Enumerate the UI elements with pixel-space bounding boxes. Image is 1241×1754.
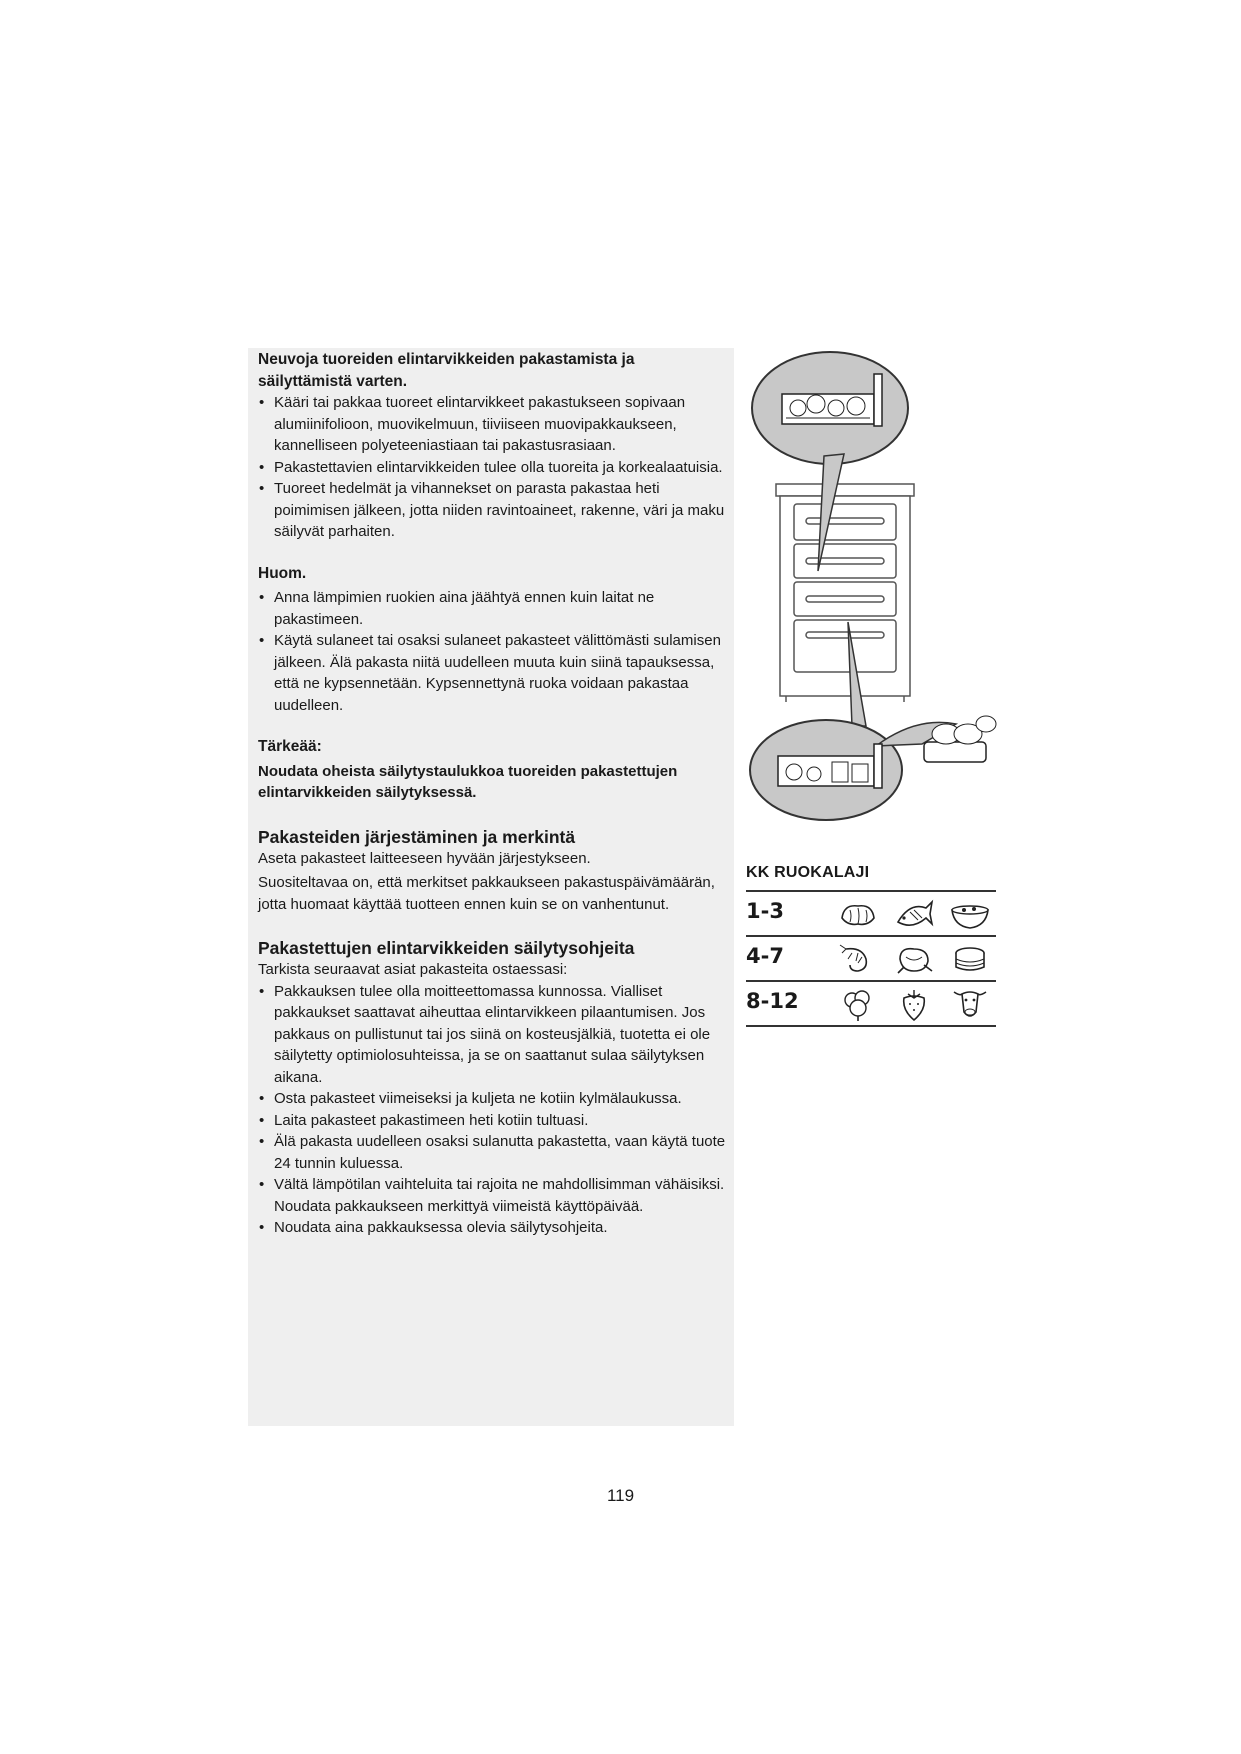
strawberry-icon <box>894 986 934 1022</box>
list-item: • Anna lämpimien ruokien aina jäähtyä ennen kuin laitat ne pakastimeen. <box>258 587 728 630</box>
list-item: • Pakkauksen tulee olla moitteettomassa kunnossa. Vialliset pakkaukset saattavat aiheuttaa elintarvikkeen pilaantumisen. Jos pakkaus on pullistunut tai jos siinä on kosteusjälkiä, tuotetta ei ole säilytetty optimiolosuhteissa, ja se on saattanut sulaa säilytyksen aikana. <box>258 981 728 1089</box>
cake-icon <box>950 941 990 977</box>
table-row <box>746 890 996 935</box>
row-range: 1-3 <box>746 899 784 923</box>
storage-intro: Tarkista seuraavat asiat pakasteita ostaessasi: <box>258 961 568 978</box>
important-heading: Tärkeää: <box>258 738 322 755</box>
list-item: • Tuoreet hedelmät ja vihannekset on parasta pakastaa heti poimimisen jälkeen, jotta niiden ravintoaineet, rakenne, väri ja maku säilyvät parhaiten. <box>258 478 728 543</box>
shrimp-icon <box>838 941 878 977</box>
note-list <box>258 587 728 716</box>
list-item: • Vältä lämpötilan vaihteluita tai rajoita ne mahdollisimman vähäisiksi. Noudata pakkaukseen merkittyä viimeistä käyttöpäivää. <box>258 1174 728 1217</box>
list-item: • Käytä sulaneet tai osaksi sulaneet pakasteet välittömästi sulamisen jälkeen. Älä pakasta niitä uudelleen muuta kuin siinä tapauksessa, että ne kypsennetään. Kypsennettynä ruoka voidaan pakastaa uudelleen. <box>258 630 728 716</box>
note-heading: Huom. <box>258 564 307 582</box>
table-title: KK RUOKALAJI <box>746 864 870 881</box>
text-column <box>258 349 728 1239</box>
storage-heading: Pakastettujen elintarvikkeiden säilytysohjeita <box>258 938 635 958</box>
list-item: • Pakastettavien elintarvikkeiden tulee olla tuoreita ja korkealaatuisia. <box>258 457 728 479</box>
storage-list <box>258 981 728 1239</box>
row-range: 8-12 <box>746 989 799 1013</box>
soup-bowl-icon <box>950 896 990 932</box>
list-item: • Kääri tai pakkaa tuoreet elintarvikkeet pakastukseen sopivaan alumiinifolioon, muovikelmuun, tiiviiseen muovipakkaukseen, kannelliseen polyeteeniastiaan tai pakastusrasiaan. <box>258 392 728 457</box>
list-item: • Osta pakasteet viimeiseksi ja kuljeta ne kotiin kylmälaukussa. <box>258 1088 728 1110</box>
arrangement-p2: Suositeltavaa on, että merkitset pakkaukseen pakastuspäivämäärän, jotta huomaat käyttää tuotteen ennen kuin se on vanhentunut. <box>258 874 715 913</box>
table-row <box>746 935 996 980</box>
list-item: • Älä pakasta uudelleen osaksi sulanutta pakastetta, vaan käytä tuote 24 tunnin kuluessa. <box>258 1131 728 1174</box>
freezer-illustration <box>746 346 1008 830</box>
vegetable-icon <box>838 986 878 1022</box>
list-item: • Laita pakasteet pakastimeen heti kotiin tultuasi. <box>258 1110 728 1132</box>
chicken-icon <box>894 941 934 977</box>
table-row <box>746 980 996 1027</box>
important-text: Noudata oheista säilytystaulukkoa tuoreiden pakastettujen elintarvikkeiden säilytyksessä. <box>258 762 678 801</box>
section1-heading: Neuvoja tuoreiden elintarvikkeiden pakastamista ja säilyttämistä varten. <box>258 351 635 390</box>
storage-table <box>746 890 996 1027</box>
section1-list <box>258 392 728 543</box>
arrangement-p1: Aseta pakasteet laitteeseen hyvään järjestykseen. <box>258 849 591 867</box>
list-item: • Noudata aina pakkauksessa olevia säilytysohjeita. <box>258 1217 728 1239</box>
arrangement-heading: Pakasteiden järjestäminen ja merkintä <box>258 826 576 847</box>
bread-icon <box>838 896 878 932</box>
cow-icon <box>950 986 990 1022</box>
page-number: 119 <box>606 1486 635 1505</box>
fish-icon <box>894 896 934 932</box>
freezer-cabinet-icon <box>776 484 914 702</box>
row-range: 4-7 <box>746 944 784 968</box>
